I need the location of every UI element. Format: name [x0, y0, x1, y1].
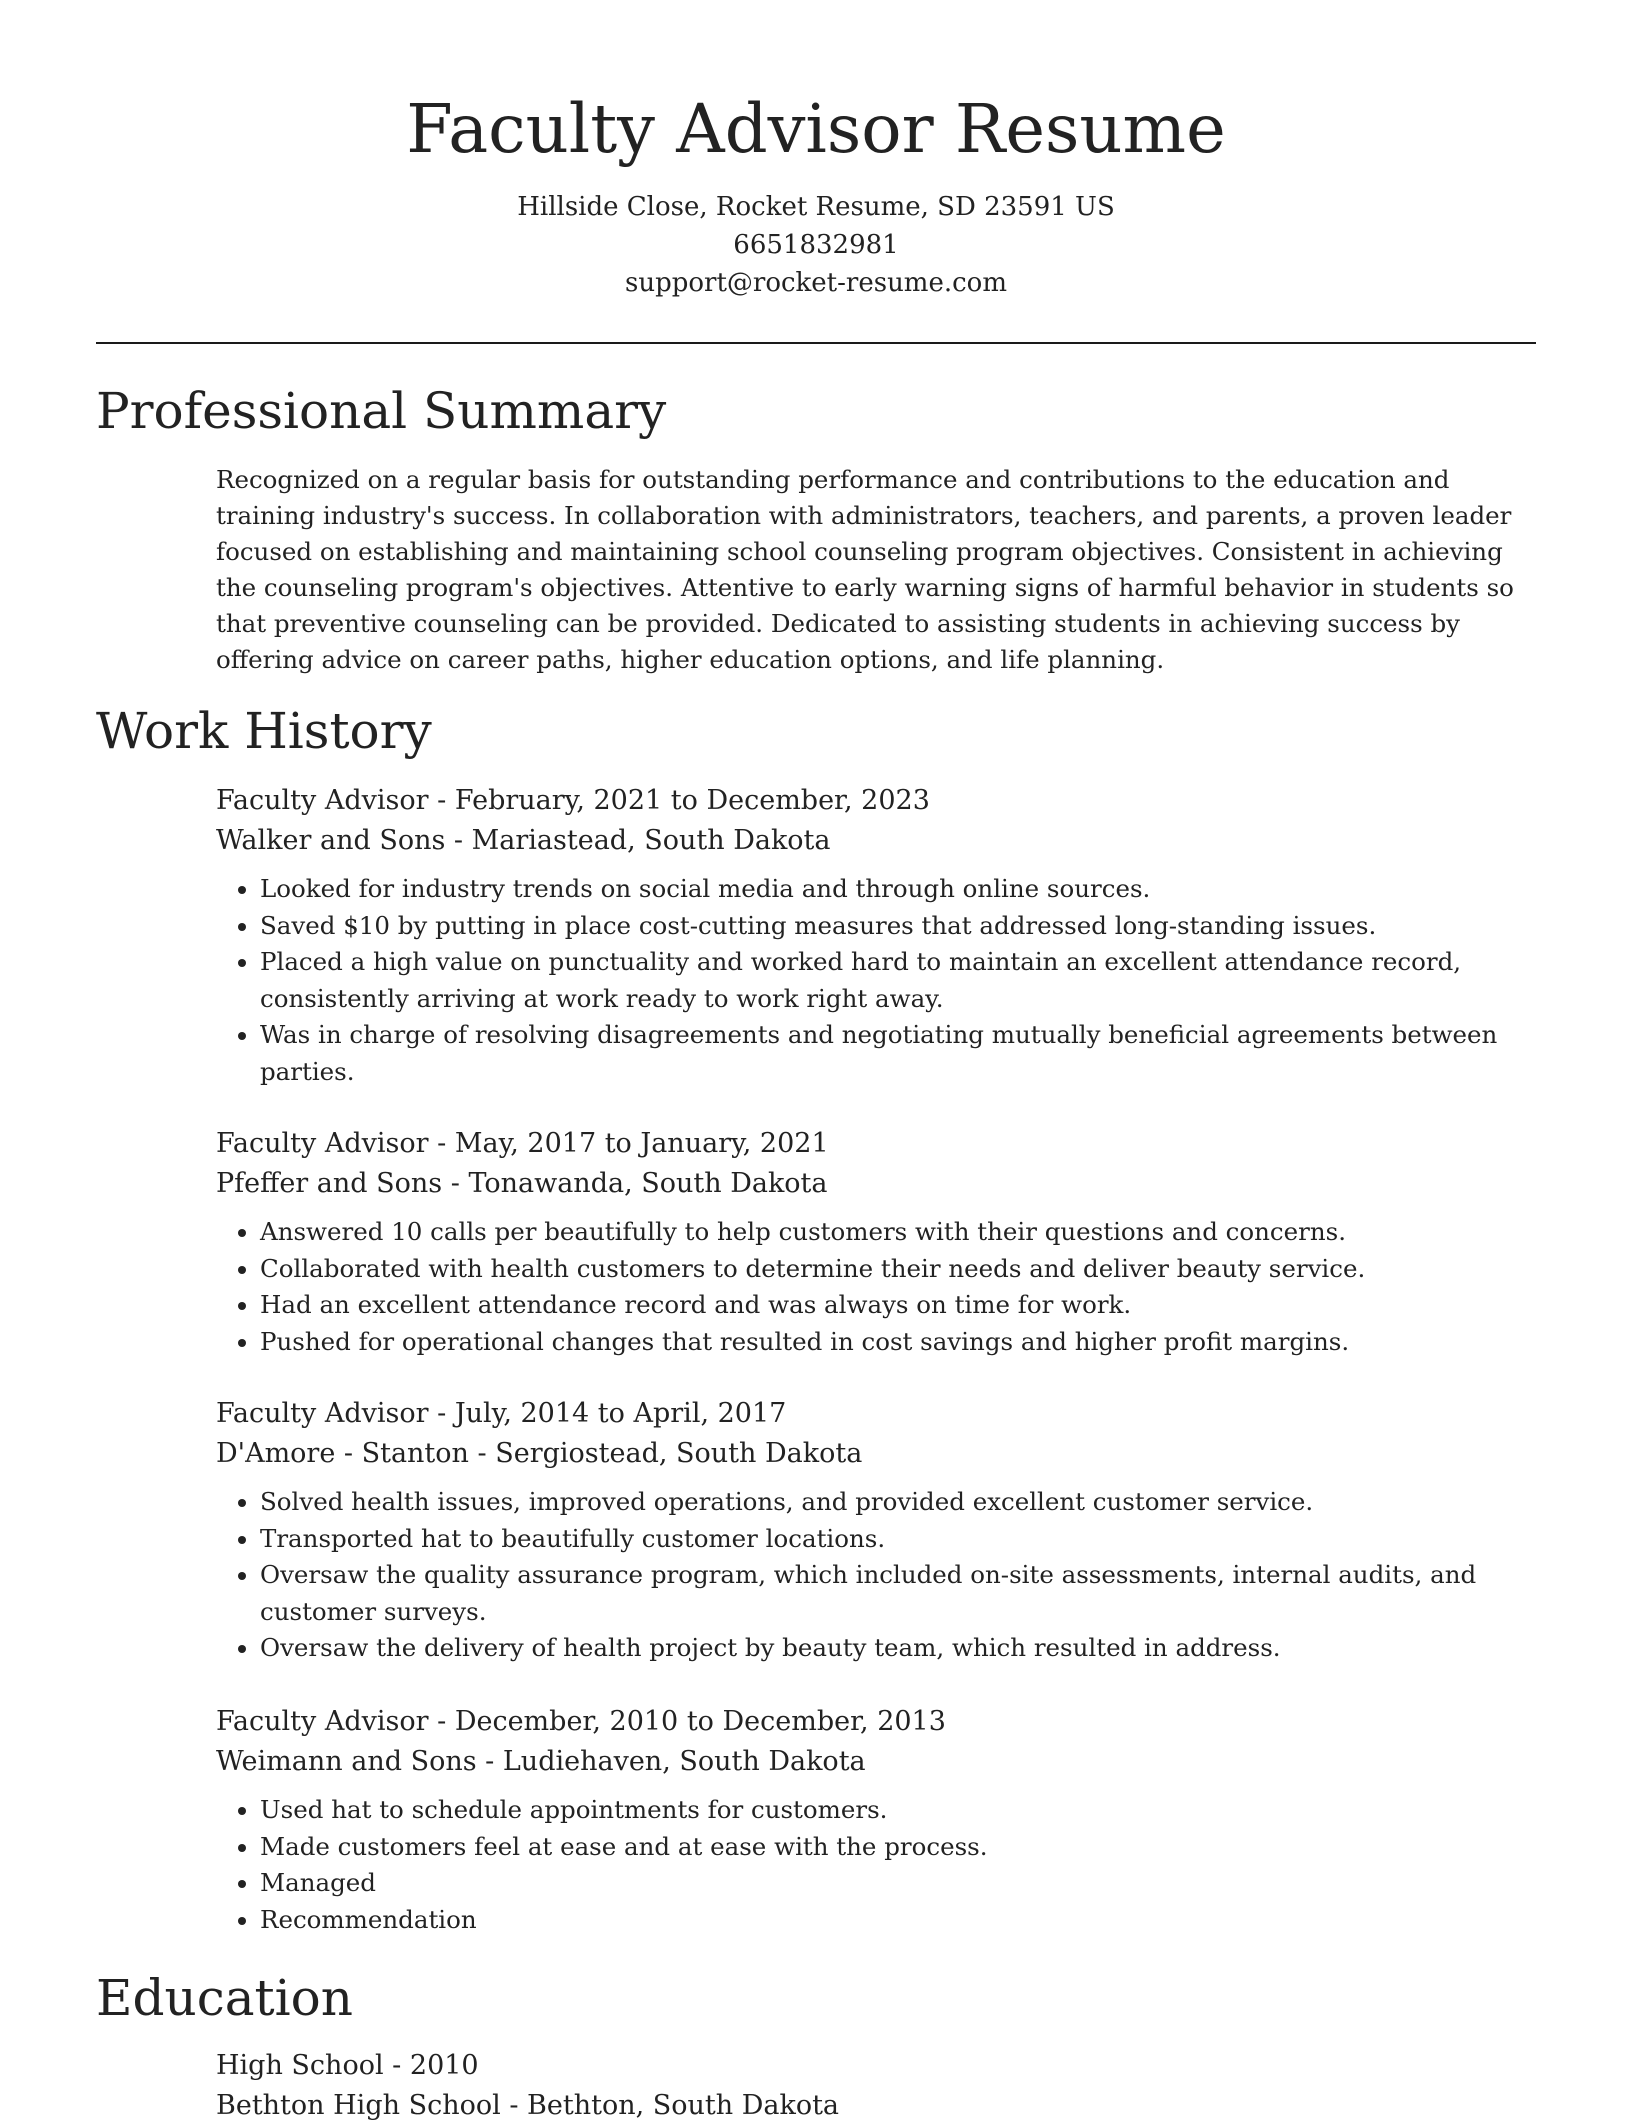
job-dates: May, 2017 to January, 2021 [454, 1128, 829, 1159]
job-bullets [216, 1214, 1538, 1360]
list-item: • Pushed for operational changes that resulted in cost savings and higher profit margins. [260, 1324, 1538, 1361]
job-title: Faculty Advisor [216, 785, 429, 816]
job-separator: - [442, 1168, 469, 1199]
education-location: Bethton, South Dakota [527, 2090, 840, 2121]
list-item: • Was in charge of resolving disagreements and negotiating mutually beneficial agreements between parties. [260, 1017, 1538, 1090]
job-title-line [216, 1702, 1538, 1742]
job-bullets [216, 1792, 1538, 1938]
job-bullets [216, 871, 1538, 1090]
list-item: • Recommendation [260, 1902, 1538, 1939]
contact-block [0, 188, 1632, 302]
job-location: Ludiehaven, South Dakota [502, 1746, 866, 1777]
list-item: • Oversaw the quality assurance program, which included on-site assessments, internal audits, and customer surveys. [260, 1557, 1538, 1630]
education-year: 2010 [409, 2050, 479, 2081]
summary-heading: Professional Summary [96, 382, 667, 440]
job-entry [216, 1702, 1538, 1938]
job-location: Sergiostead, South Dakota [495, 1438, 863, 1469]
job-entry [216, 1124, 1538, 1360]
education-degree-line [216, 2046, 1538, 2086]
job-separator: - [476, 1746, 503, 1777]
job-company-line [216, 1434, 1538, 1474]
list-item: • Used hat to schedule appointments for customers. [260, 1792, 1538, 1829]
job-company-line [216, 821, 1538, 861]
list-item: • Looked for industry trends on social media and through online sources. [260, 871, 1538, 908]
job-company: Pfeffer and Sons [216, 1168, 443, 1199]
header-divider [96, 342, 1536, 344]
job-company-line [216, 1742, 1538, 1782]
education-separator: - [383, 2050, 410, 2081]
list-item: • Made customers feel at ease and at ease with the process. [260, 1829, 1538, 1866]
job-dates: February, 2021 to December, 2023 [454, 785, 930, 816]
job-dates: December, 2010 to December, 2013 [454, 1706, 946, 1737]
education-heading: Education [96, 1969, 353, 2027]
job-dates: July, 2014 to April, 2017 [454, 1398, 787, 1429]
job-company: Walker and Sons [216, 825, 446, 856]
list-item: • Managed [260, 1865, 1538, 1902]
job-title: Faculty Advisor [216, 1706, 429, 1737]
job-separator: - [428, 785, 455, 816]
job-company: Weimann and Sons [216, 1746, 477, 1777]
list-item: • Collaborated with health customers to determine their needs and deliver beauty service. [260, 1251, 1538, 1288]
job-separator: - [468, 1438, 496, 1469]
job-title-line [216, 781, 1538, 821]
education-separator: - [500, 2090, 528, 2121]
job-entry [216, 781, 1538, 1090]
list-item: • Placed a high value on punctuality and worked hard to maintain an excellent attendance record, consistently arriving at work ready to work right away. [260, 944, 1538, 1017]
list-item: • Transported hat to beautifully customer locations. [260, 1521, 1538, 1558]
job-title: Faculty Advisor [216, 1128, 429, 1159]
job-title-line [216, 1394, 1538, 1434]
contact-address: Hillside Close, Rocket Resume, SD 23591 US [517, 192, 1115, 222]
job-separator: - [445, 825, 472, 856]
education-degree: High School [216, 2050, 384, 2081]
job-location: Tonawanda, South Dakota [468, 1168, 828, 1199]
list-item: • Had an excellent attendance record and was always on time for work. [260, 1287, 1538, 1324]
job-entry [216, 1394, 1538, 1667]
resume-title: Faculty Advisor Resume [406, 90, 1226, 168]
list-item: • Saved $10 by putting in place cost-cutting measures that addressed long-standing issues. [260, 908, 1538, 945]
education-school-line [216, 2086, 1538, 2126]
job-bullets [216, 1484, 1538, 1667]
list-item: • Solved health issues, improved operations, and provided excellent customer service. [260, 1484, 1538, 1521]
summary-text: Recognized on a regular basis for outstanding performance and contributions to the education and training industry's success. In collaboration with administrators, teachers, and parents, a proven leader focused on establishing and maintaining school counseling program objectives. Consistent in achieving the counseling program's objectives. Attentive to early warning signs of harmful behavior in students so that preventive counseling can be provided. Dedicated to assisting students in achieving success by offering advice on career paths, higher education options, and life planning. [216, 465, 1514, 674]
list-item: • Oversaw the delivery of health project by beauty team, which resulted in address. [260, 1630, 1538, 1667]
job-location: Mariastead, South Dakota [471, 825, 831, 856]
job-separator: - [428, 1398, 455, 1429]
education-school: Bethton High School [216, 2090, 501, 2121]
work-history-heading: Work History [96, 702, 432, 760]
job-title-line [216, 1124, 1538, 1164]
contact-email: support@rocket-resume.com [624, 268, 1007, 298]
job-company-line [216, 1164, 1538, 1204]
list-item: • Answered 10 calls per beautifully to help customers with their questions and concerns. [260, 1214, 1538, 1251]
education-entry [216, 2046, 1538, 2126]
job-title: Faculty Advisor [216, 1398, 429, 1429]
job-separator: - [428, 1128, 455, 1159]
job-separator: - [428, 1706, 455, 1737]
job-company: D'Amore - Stanton [216, 1438, 469, 1469]
contact-phone: 6651832981 [733, 230, 899, 260]
resume-header [0, 0, 1632, 302]
